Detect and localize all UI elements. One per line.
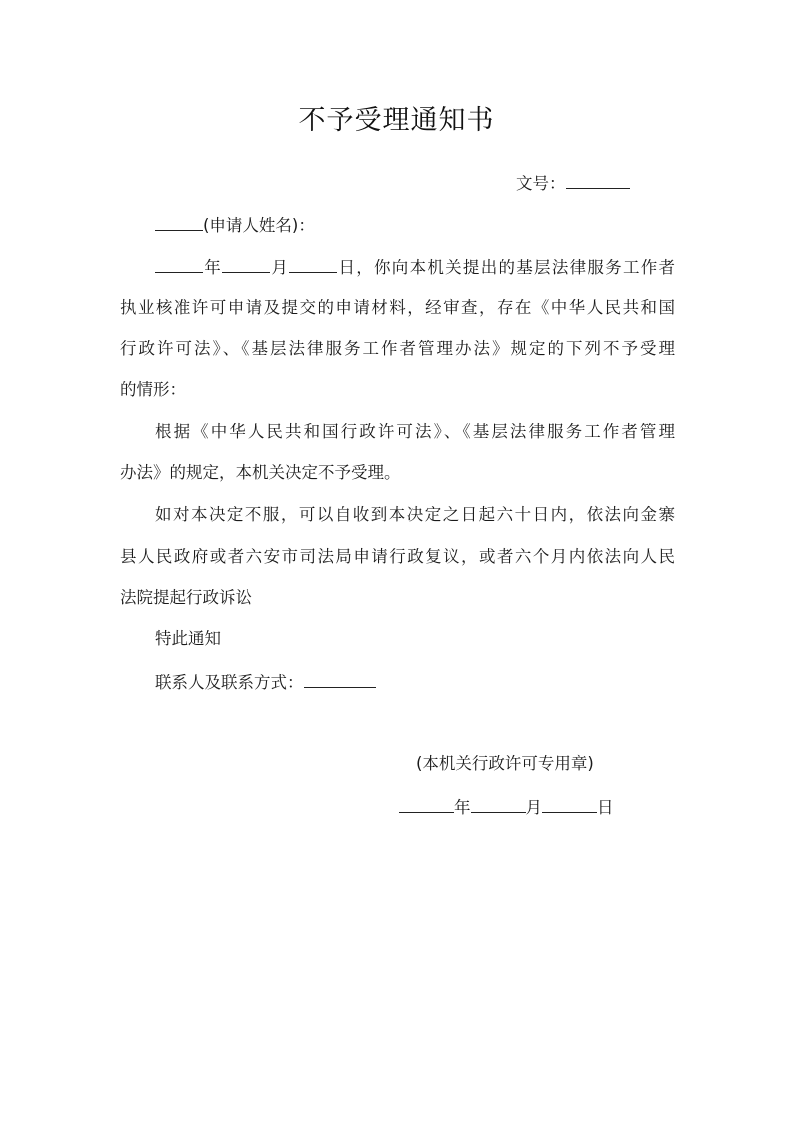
sign-day-blank[interactable]: [542, 794, 597, 813]
para1-line3: 行政许可法》、《基层法律服务工作者管理办法》规定的下列不予受理: [120, 339, 675, 358]
date-month-label: 月: [270, 258, 290, 277]
signature-date-row: [399, 794, 614, 820]
para1-line4: 的情形：: [120, 380, 186, 399]
date-month-blank[interactable]: [222, 254, 270, 273]
applicant-name-blank[interactable]: [155, 212, 203, 231]
notice-text: 特此通知: [155, 629, 221, 648]
sign-month-label: 月: [525, 798, 542, 817]
para3-line3: 法院提起行政诉讼: [120, 588, 252, 607]
contact-row: [155, 669, 376, 695]
date-day-text: 日，你向本机关提出的基层法律服务工作者: [337, 258, 676, 277]
para3-line2: 县人民政府或者六安市司法局申请行政复议，或者六个月内依法向人民: [120, 547, 675, 566]
applicant-row: [155, 212, 315, 238]
sign-year-blank[interactable]: [399, 794, 454, 813]
doc-number-blank[interactable]: [566, 170, 630, 189]
doc-number-label: 文号：: [516, 174, 566, 193]
date-year-label: 年: [203, 258, 223, 277]
sign-day-label: 日: [597, 798, 614, 817]
para2-line2: 办法》的规定，本机关决定不予受理。: [120, 463, 401, 482]
para3-line1: 如对本决定不服，可以自收到本决定之日起六十日内，依法向金寨: [155, 505, 675, 524]
para2-line1: 根据《中华人民共和国行政许可法》、《基层法律服务工作者管理: [155, 422, 675, 441]
seal-label: (本机关行政许可专用章): [416, 754, 594, 773]
doc-number-row: [516, 170, 630, 196]
date-year-blank[interactable]: [155, 254, 203, 273]
date-day-blank[interactable]: [289, 254, 337, 273]
applicant-label: (申请人姓名)：: [203, 216, 315, 235]
document-title: 不予受理通知书: [298, 105, 495, 136]
contact-label: 联系人及联系方式：: [155, 673, 304, 692]
contact-blank[interactable]: [304, 669, 376, 688]
para1-line1: [155, 254, 675, 280]
sign-year-label: 年: [454, 798, 471, 817]
sign-month-blank[interactable]: [471, 794, 526, 813]
para1-line2: 执业核准许可申请及提交的申请材料，经审查，存在《中华人民共和国: [120, 298, 675, 317]
